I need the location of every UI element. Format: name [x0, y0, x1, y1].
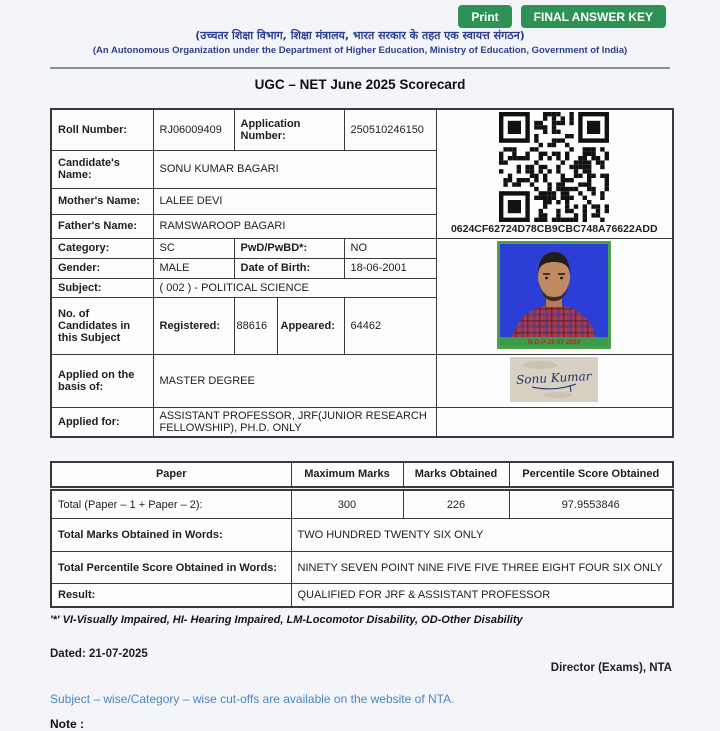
roll-number-value: RJ06009409 — [153, 109, 234, 150]
total-percentile: 97.9553846 — [509, 489, 673, 519]
note-label: Note : — [50, 716, 84, 731]
final-answer-key-button[interactable]: FINAL ANSWER KEY — [521, 5, 666, 28]
score-table — [50, 461, 674, 608]
total-max-marks: 300 — [291, 489, 403, 519]
percentile-words-label: Total Percentile Score Obtained in Words: — [51, 552, 291, 584]
applied-basis-value: MASTER DEGREE — [153, 354, 436, 407]
table-row — [51, 354, 673, 407]
category-label: Category: — [51, 238, 153, 258]
application-number-label: Application Number: — [234, 109, 344, 150]
candidate-name-value: SONU KUMAR BAGARI — [153, 150, 436, 188]
candidates-count-label: No. of Candidates in this Subject — [51, 298, 153, 355]
total-marks-obtained: 226 — [403, 489, 509, 519]
percentile-words-value: NINETY SEVEN POINT NINE FIVE FIVE THREE EIGHT FOUR SIX ONLY — [291, 552, 673, 584]
result-value: QUALIFIED FOR JRF & ASSISTANT PROFESSOR — [291, 584, 673, 607]
gender-label: Gender: — [51, 258, 153, 278]
application-number-value: 250510246150 — [344, 109, 436, 150]
applied-for-label: Applied for: — [51, 407, 153, 437]
total-label: Total (Paper – 1 + Paper – 2): — [51, 489, 291, 519]
signatory-text: Director (Exams), NTA — [550, 661, 672, 674]
header-divider — [50, 67, 670, 69]
signature-text: Sonu Kumar — [516, 368, 593, 387]
col-header-percentile: Percentile Score Obtained — [509, 462, 673, 489]
total-row — [51, 489, 673, 519]
registered-label: Registered: — [153, 298, 234, 355]
table-row — [51, 407, 673, 437]
candidate-info-table — [50, 108, 674, 438]
pwd-label: PwD/PwBD*: — [234, 238, 344, 258]
candidate-photo — [497, 241, 611, 349]
org-name-english: (An Autonomous Organization under the Department of Higher Education, Ministry of Education, Government of India) — [92, 45, 628, 56]
father-name-label: Father's Name: — [51, 214, 153, 238]
result-label: Result: — [51, 584, 291, 607]
cutoff-note: Subject – wise/Category – wise cut-offs are available on the website of NTA. — [50, 691, 455, 706]
table-row — [51, 238, 673, 258]
mother-name-label: Mother's Name: — [51, 188, 153, 214]
applied-basis-label: Applied on the basis of: — [51, 354, 153, 407]
page-title: UGC – NET June 2025 Scorecard — [254, 77, 466, 92]
percentile-words-row — [51, 552, 673, 584]
dob-value: 18-06-2001 — [344, 258, 436, 278]
print-button[interactable]: Print — [458, 5, 511, 28]
pwd-value: NO — [344, 238, 436, 258]
roll-number-label: Roll Number: — [51, 109, 153, 150]
qr-hex-text: 0624CF62724D78CB9CBC748A76622ADD — [450, 223, 658, 235]
empty-cell — [436, 407, 673, 437]
appeared-label: Appeared: — [277, 298, 344, 355]
org-name-hindi: (उच्चतर शिक्षा विभाग, शिक्षा मंत्रालय, भारत सरकार के तहत एक स्वायत्त संगठन) — [195, 29, 525, 42]
col-header-marks-obtained: Marks Obtained — [403, 462, 509, 489]
marks-words-label: Total Marks Obtained in Words: — [51, 519, 291, 552]
category-value: SC — [153, 238, 234, 258]
photo-cell — [436, 238, 673, 354]
scorecard-body — [50, 108, 672, 731]
col-header-paper: Paper — [51, 462, 291, 489]
col-header-max-marks: Maximum Marks — [291, 462, 403, 489]
applied-for-value: ASSISTANT PROFESSOR, JRF(JUNIOR RESEARCH FELLOWSHIP), PH.D. ONLY — [153, 407, 436, 437]
candidate-signature — [510, 357, 598, 402]
photo-date-caption: D.O.P-28 07 2024 — [528, 338, 581, 346]
disability-footnote: '*' VI-Visually Impaired, HI- Hearing Impaired, LM-Locomotor Disability, OD-Other Disability — [50, 613, 523, 626]
toolbar — [458, 5, 666, 28]
result-row — [51, 584, 673, 607]
signature-cell — [436, 354, 673, 407]
score-header-row — [51, 462, 673, 489]
appeared-value: 64462 — [344, 298, 436, 355]
subject-value: ( 002 ) - POLITICAL SCIENCE — [153, 278, 436, 297]
gender-value: MALE — [153, 258, 234, 278]
marks-words-value: TWO HUNDRED TWENTY SIX ONLY — [291, 519, 673, 552]
qr-code-image — [438, 112, 672, 222]
table-row — [51, 109, 673, 150]
dob-label: Date of Birth: — [234, 258, 344, 278]
subject-label: Subject: — [51, 278, 153, 297]
candidate-name-label: Candidate's Name: — [51, 150, 153, 188]
father-name-value: RAMSWAROOP BAGARI — [153, 214, 436, 238]
mother-name-value: LALEE DEVI — [153, 188, 436, 214]
dated-text: Dated: 21-07-2025 — [50, 647, 148, 660]
registered-value: 88616 — [234, 298, 277, 355]
qr-cell — [436, 109, 673, 238]
marks-words-row — [51, 519, 673, 552]
